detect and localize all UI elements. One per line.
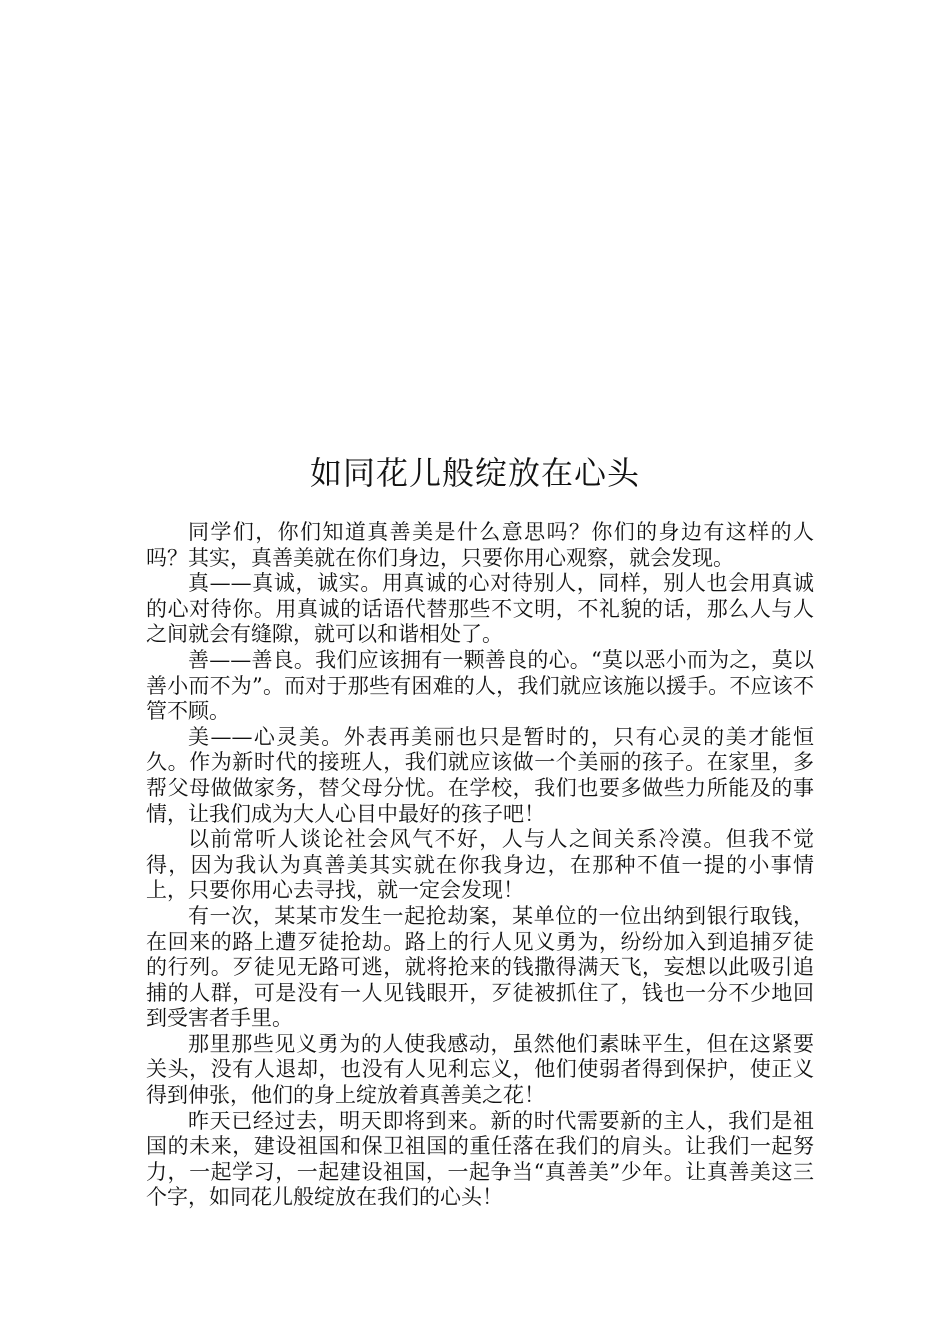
document-title: 如同花儿般绽放在心头 (309, 454, 640, 492)
document-body (146, 520, 814, 1211)
paragraph: 美——心灵美。外表再美丽也只是暂时的，只有心灵的美才能恒久。作为新时代的接班人，我们就应该做一个美丽的孩子。在家里，多帮父母做做家务，替父母分忧。在学校，我们也要多做些力所能及的事情，让我们成为大人心目中最好的孩子吧！ (146, 724, 814, 826)
paragraph: 昨天已经过去，明天即将到来。新的时代需要新的主人，我们是祖国的未来，建设祖国和保卫祖国的重任落在我们的肩头。让我们一起努力，一起学习，一起建设祖国，一起争当“真善美”少年。让真善美这三个字，如同花儿般绽放在我们的心头！ (146, 1108, 814, 1210)
paragraph: 善——善良。我们应该拥有一颗善良的心。“莫以恶小而为之，莫以善小而不为”。而对于那些有困难的人，我们就应该施以援手。不应该不管不顾。 (146, 647, 814, 724)
paragraph: 真——真诚，诚实。用真诚的心对待别人，同样，别人也会用真诚的心对待你。用真诚的话语代替那些不文明，不礼貌的话，那么人与人之间就会有缝隙，就可以和谐相处了。 (146, 571, 814, 647)
paragraph: 同学们，你们知道真善美是什么意思吗？你们的身边有这样的人吗？其实，真善美就在你们身边，只要你用心观察，就会发现。 (146, 520, 814, 570)
paragraph: 有一次，某某市发生一起抢劫案，某单位的一位出纳到银行取钱，在回来的路上遭歹徒抢劫。路上的行人见义勇为，纷纷加入到追捕歹徒的行列。歹徒见无路可逃，就将抢来的钱撒得满天飞，妄想以此吸引追捕的人群，可是没有一人见钱眼开，歹徒被抓住了，钱也一分不少地回到受害者手里。 (146, 903, 814, 1031)
paragraph: 那里那些见义勇为的人使我感动，虽然他们素昧平生，但在这紧要关头，没有人退却，也没有人见利忘义，他们使弱者得到保护，使正义得到伸张，他们的身上绽放着真善美之花！ (146, 1031, 814, 1108)
paragraph: 以前常听人谈论社会风气不好，人与人之间关系冷漠。但我不觉得，因为我认为真善美其实就在你我身边，在那种不值一提的小事情上，只要你用心去寻找，就一定会发现！ (146, 827, 814, 903)
